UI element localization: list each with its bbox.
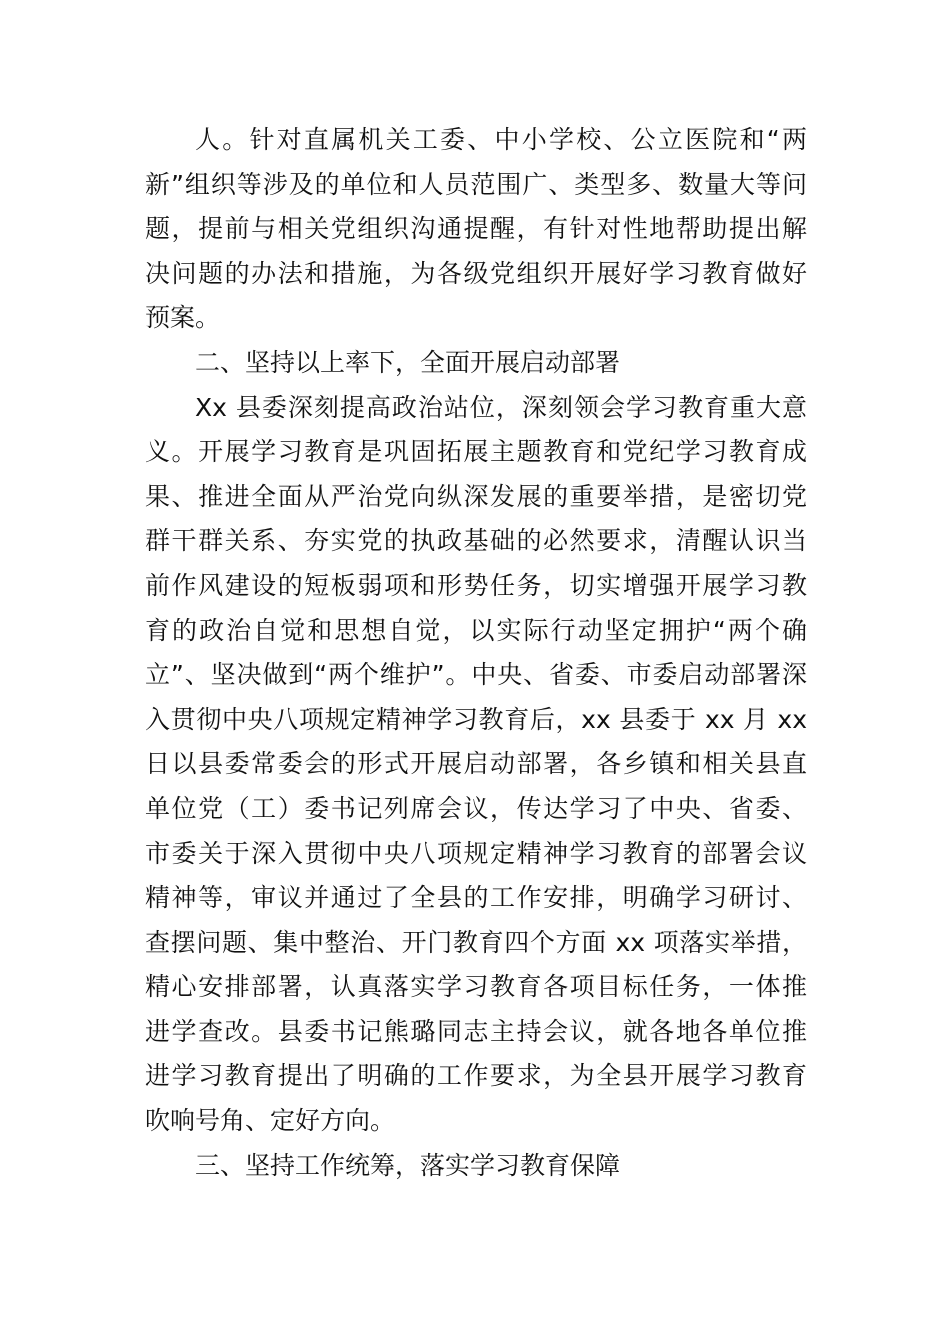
text-line: 进学习教育提出了明确的工作要求，为全县开展学习教育	[145, 1061, 807, 1091]
text-line: 义。开展学习教育是巩固拓展主题教育和党纪学习教育成	[145, 437, 807, 467]
text-line: 群干群关系、夯实党的执政基础的必然要求，清醒认识当	[145, 526, 807, 556]
text-line: 新”组织等涉及的单位和人员范围广、类型多、数量大等问	[145, 169, 807, 199]
text-line: 决问题的办法和措施，为各级党组织开展好学习教育做好	[145, 258, 807, 288]
section-heading-3	[145, 1144, 807, 1189]
text-line: 育的政治自觉和思想自觉，以实际行动坚定拥护“两个确	[145, 615, 807, 645]
text-line: 人。针对直属机关工委、中小学校、公立医院和“两	[195, 125, 807, 154]
text-line: 精心安排部署，认真落实学习教育各项目标任务，一体推	[145, 972, 807, 1002]
text-line: 前作风建设的短板弱项和形势任务，切实增强开展学习教	[145, 570, 807, 600]
text-line: 预案。	[145, 303, 221, 333]
text-line: 查摆问题、集中整治、开门教育四个方面 xx 项落实举措，	[145, 927, 807, 957]
heading-text: 三、坚持工作统筹，落实学习教育保障	[195, 1150, 621, 1180]
text-line: 精神等，审议并通过了全县的工作安排，明确学习研讨、	[145, 883, 807, 913]
text-line: 日以县委常委会的形式开展启动部署，各乡镇和相关县直	[145, 749, 807, 779]
text-line: 市委关于深入贯彻中央八项规定精神学习教育的部署会议	[145, 838, 807, 868]
paragraph-continuation	[145, 118, 807, 341]
text-line: 果、推进全面从严治党向纵深发展的重要举措，是密切党	[145, 481, 807, 511]
paragraph-body	[145, 386, 807, 1144]
text-line: 单位党（工）委书记列席会议，传达学习了中央、省委、	[145, 793, 807, 823]
text-line: 入贯彻中央八项规定精神学习教育后，xx 县委于 xx 月 xx	[145, 704, 807, 734]
document-body	[145, 118, 807, 1188]
text-line: 立”、坚决做到“两个维护”。中央、省委、市委启动部署深	[145, 660, 807, 690]
text-line: 题，提前与相关党组织沟通提醒，有针对性地帮助提出解	[145, 214, 807, 244]
text-line: Xx 县委深刻提高政治站位，深刻领会学习教育重大意	[195, 392, 807, 422]
heading-text: 二、坚持以上率下，全面开展启动部署	[195, 347, 621, 377]
section-heading-2	[145, 341, 807, 386]
text-line: 进学查改。县委书记熊璐同志主持会议，就各地各单位推	[145, 1016, 807, 1046]
text-line: 吹响号角、定好方向。	[145, 1106, 396, 1136]
